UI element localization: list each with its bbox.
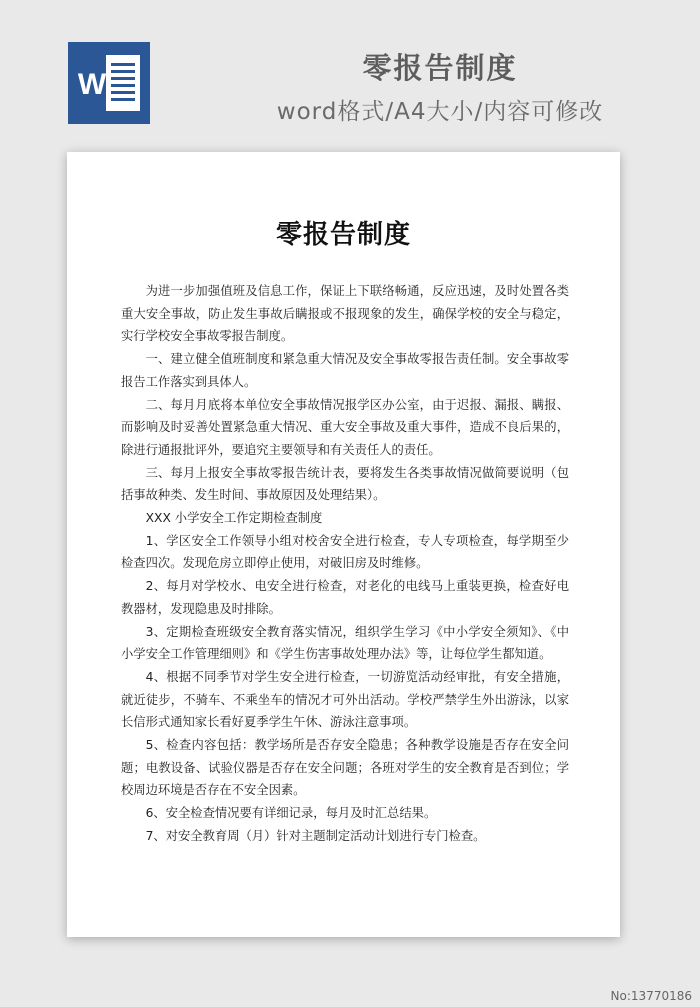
- paragraph: 3、定期检查班级安全教育落实情况，组织学生学习《中小学安全须知》、《中小学安全工作管理细则》和《学生伤害事故处理办法》等，让每位学生都知道。: [121, 624, 569, 662]
- paragraph: 5、检查内容包括：教学场所是否存安全隐患；各种教学设施是否存在安全问题；电教设备、试验仪器是否存在安全问题；各班对学生的安全教育是否到位；学校周边环境是否存在不安全因素。: [121, 738, 569, 798]
- image-number: No:13770186: [610, 989, 692, 1003]
- paragraph: 2、每月对学校水、电安全进行检查，对老化的电线马上重装更换，检查好电教器材，发现隐患及时排除。: [121, 579, 569, 616]
- document-body: [121, 280, 569, 848]
- word-icon: [68, 42, 150, 124]
- section-heading: XXX 小学安全工作定期检查制度: [145, 511, 323, 526]
- header-title: 零报告制度: [362, 51, 518, 85]
- paragraph: 4、根据不同季节对学生安全进行检查，一切游览活动经审批，有安全措施，就近徒步，不骑车、不乘坐车的情况才可外出活动。学校严禁学生外出游泳，以家长信形式通知家长看好夏季学生午休、游泳注意事项。: [121, 669, 569, 730]
- document-title: 零报告制度: [275, 220, 411, 250]
- paragraph: 一、建立健全值班制度和紧急重大情况及安全事故零报告责任制。安全事故零报告工作落实到具体人。: [121, 352, 569, 389]
- header-subtitle: word格式/A4大小/内容可修改: [276, 99, 604, 125]
- word-icon-letter: W: [77, 68, 107, 101]
- paragraph: 7、对安全教育周（月）针对主题制定活动计划进行专门检查。: [145, 828, 486, 843]
- document-page: [67, 152, 620, 937]
- paragraph: 二、每月月底将本单位安全事故情况报学区办公室，由于迟报、漏报、瞒报、而影响及时妥善处置紧急重大情况、重大安全事故及重大事件，造成不良后果的，除进行通报批评外，要追究主要领导和有关责任人的责任。: [121, 397, 569, 457]
- paragraph: 1、学区安全工作领导小组对校舍安全进行检查，专人专项检查，每学期至少检查四次。发现危房立即停止使用，对破旧房及时维修。: [121, 533, 569, 571]
- paragraph: 为进一步加强值班及信息工作，保证上下联络畅通，反应迅速，及时处置各类重大安全事故，防止发生事故后瞒报或不报现象的发生，确保学校的安全与稳定，实行学校安全事故零报告制度。: [121, 284, 569, 344]
- paragraph: 三、每月上报安全事故零报告统计表，要将发生各类事故情况做简要说明（包括事故种类、发生时间、事故原因及处理结果）。: [121, 465, 569, 503]
- paragraph: 6、安全检查情况要有详细记录，每月及时汇总结果。: [145, 806, 437, 821]
